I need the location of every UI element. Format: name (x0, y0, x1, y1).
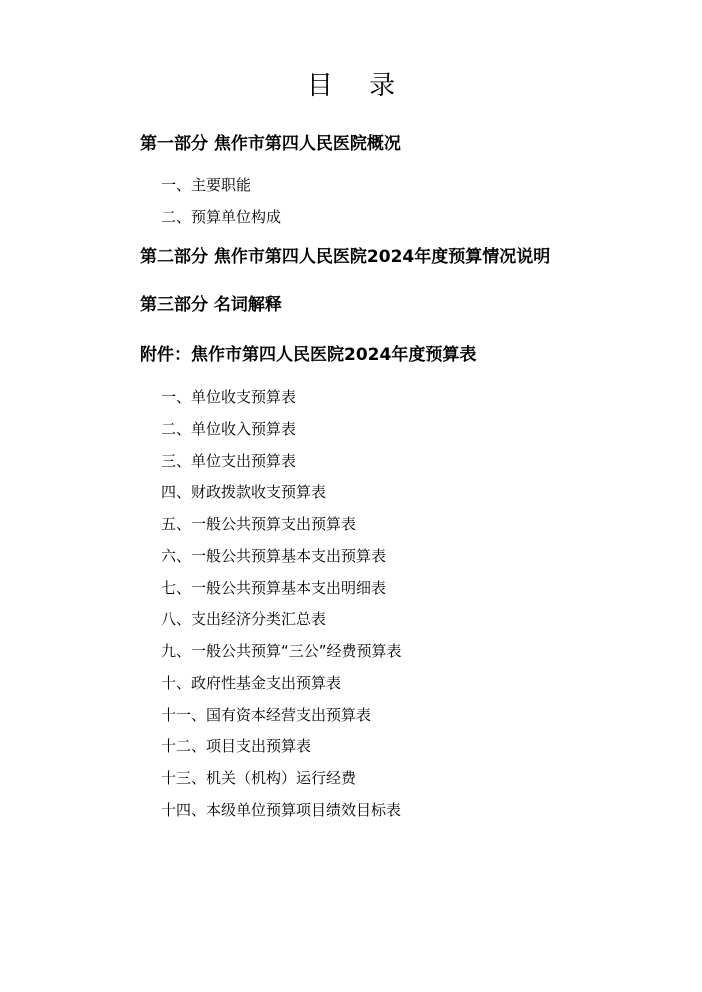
toc-item[interactable]: 七、一般公共预算基本支出明细表 (161, 579, 387, 597)
toc-item[interactable]: 十四、本级单位预算项目绩效目标表 (161, 801, 402, 819)
toc-item[interactable]: 十、政府性基金支出预算表 (161, 674, 342, 692)
toc-item[interactable]: 四、财政拨款收支预算表 (161, 483, 327, 501)
toc-item[interactable]: 九、一般公共预算“三公”经费预算表 (161, 642, 402, 660)
toc-item[interactable]: 六、一般公共预算基本支出预算表 (161, 547, 387, 565)
toc-item[interactable]: 五、一般公共预算支出预算表 (161, 515, 357, 533)
toc-item[interactable]: 十三、机关（机构）运行经费 (161, 769, 357, 787)
toc-item[interactable]: 二、单位收入预算表 (161, 420, 297, 438)
toc-item[interactable]: 一、单位收支预算表 (161, 388, 297, 406)
toc-item[interactable]: 二、预算单位构成 (161, 208, 282, 226)
page-title: 目 录 (306, 71, 410, 101)
toc-heading-appendix[interactable]: 附件：焦作市第四人民医院2024年度预算表 (140, 345, 477, 365)
toc-item[interactable]: 十二、项目支出预算表 (161, 737, 312, 755)
toc-heading-part3[interactable]: 第三部分 名词解释 (140, 295, 282, 315)
toc-heading-part1[interactable]: 第一部分 焦作市第四人民医院概况 (140, 134, 401, 154)
toc-item[interactable]: 十一、国有资本经营支出预算表 (161, 706, 372, 724)
toc-item[interactable]: 八、支出经济分类汇总表 (161, 610, 327, 628)
toc-item[interactable]: 一、主要职能 (161, 176, 252, 194)
toc-heading-part2[interactable]: 第二部分 焦作市第四人民医院2024年度预算情况说明 (140, 247, 551, 267)
toc-item[interactable]: 三、单位支出预算表 (161, 452, 297, 470)
